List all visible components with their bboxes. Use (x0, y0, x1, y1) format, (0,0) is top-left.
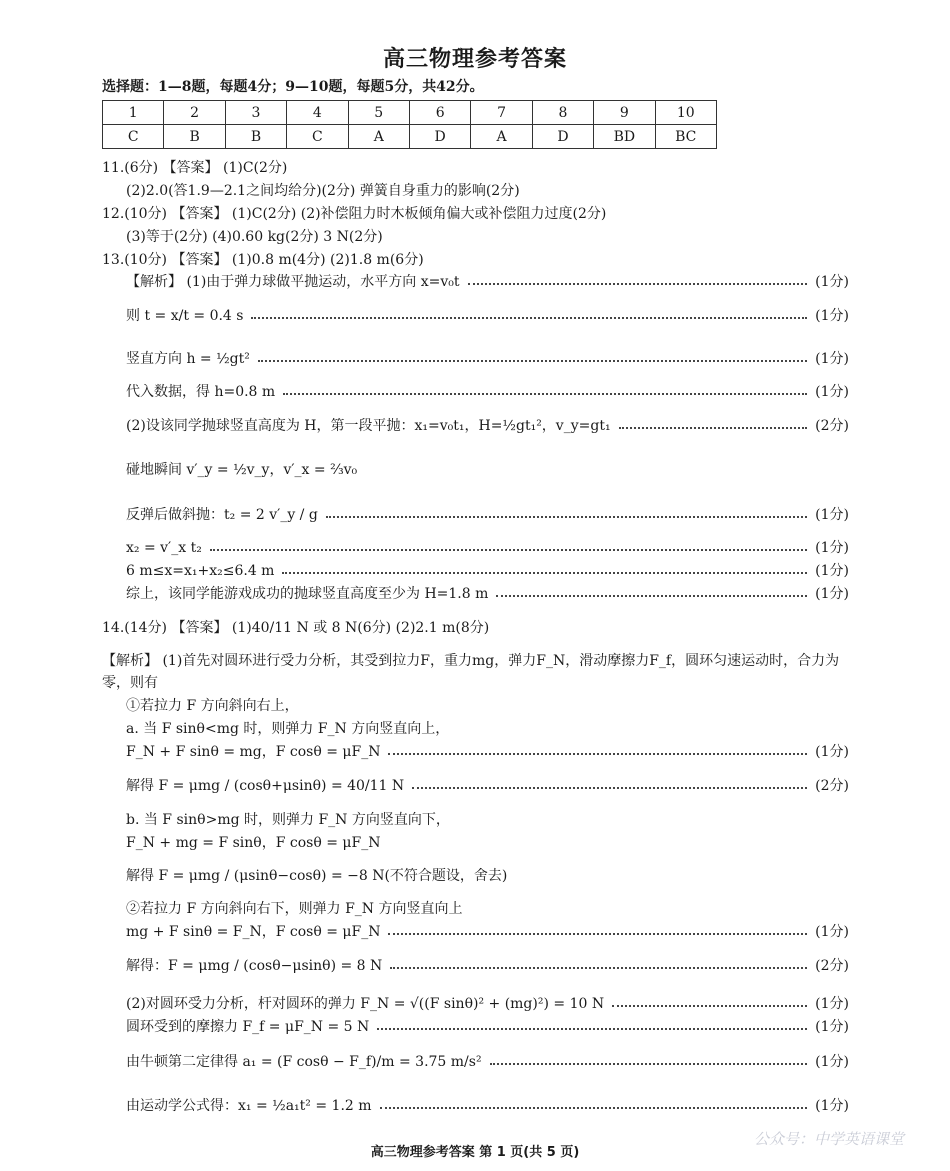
dot-leader (377, 1020, 807, 1030)
table-cell: 1 (103, 101, 164, 125)
solution-text: F_N + F sinθ = mg，F cosθ = μF_N (126, 744, 381, 760)
solution-text: 综上，该同学能游戏成功的抛球竖直高度至少为 H=1.8 m (126, 586, 489, 602)
solution-text: 由运动学公式得：x₁ = ½a₁t² = 1.2 m (126, 1098, 372, 1114)
solution-line (126, 776, 849, 796)
dot-leader (490, 1055, 808, 1065)
solution-line (126, 1096, 849, 1116)
table-cell: BC (655, 125, 716, 149)
dot-leader (468, 275, 808, 285)
score-label: (1分) (815, 308, 849, 324)
dot-leader (612, 997, 807, 1007)
score-label: (2分) (815, 418, 849, 434)
solution-line (126, 505, 849, 525)
table-cell: 7 (471, 101, 532, 125)
q11-answer-line: 11.(6分) 【答案】 (1)C(2分) (102, 160, 288, 176)
table-cell: C (103, 125, 164, 149)
score-label: (2分) (815, 958, 849, 974)
solution-line (126, 272, 849, 292)
table-cell: 3 (225, 101, 286, 125)
solution-text: 代入数据，得 h=0.8 m (126, 384, 276, 400)
solution-line (126, 1052, 849, 1072)
q14-analysis-paragraph: 【解析】 (1)首先对圆环进行受力分析，其受到拉力F，重力mg，弹力F_N，滑动摩擦力F_f，圆环匀速运动时，合力为零，则有 (102, 653, 840, 691)
table-cell: D (409, 125, 470, 149)
q14-answer-line: 14.(14分) 【答案】 (1)40/11 N 或 8 N(6分) (2)2.1 m(8分) (102, 620, 490, 636)
solution-line (126, 416, 849, 436)
dot-leader (388, 745, 807, 755)
solution-line (126, 956, 849, 976)
score-label: (1分) (815, 586, 849, 602)
table-row (103, 125, 717, 149)
solution-line (126, 382, 849, 402)
dot-leader (283, 385, 807, 395)
solution-line (126, 561, 849, 581)
dot-leader (251, 309, 807, 319)
table-cell: C (287, 125, 348, 149)
solution-text: 竖直方向 h = ½gt² (126, 351, 250, 367)
score-label: (1分) (815, 996, 849, 1012)
solution-line (126, 922, 849, 942)
solution-text: ①若拉力 F 方向斜向右上， (126, 698, 299, 714)
solution-text: 6 m≤x=x₁+x₂≤6.4 m (126, 563, 275, 579)
table-cell: B (164, 125, 225, 149)
watermark: 公众号：中学英语课堂 (753, 1130, 904, 1148)
q12-answer-line: (3)等于(2分) (4)0.60 kg(2分) 3 N(2分) (126, 229, 383, 245)
solution-text: 解得：F = μmg / (cosθ−μsinθ) = 8 N (126, 958, 383, 974)
dot-leader (258, 352, 807, 362)
table-cell: 9 (594, 101, 655, 125)
solution-text: x₂ = v′_x t₂ (126, 540, 202, 556)
table-cell: BD (594, 125, 655, 149)
dot-leader (282, 564, 807, 574)
dot-leader (390, 959, 807, 969)
table-cell: A (471, 125, 532, 149)
table-cell: B (225, 125, 286, 149)
score-label: (1分) (815, 1054, 849, 1070)
dot-leader (326, 508, 807, 518)
q12-answer-line: 12.(10分) 【答案】 (1)C(2分) (2)补偿阻力时木板倾角偏大或补偿阻力过度(2分) (102, 206, 607, 222)
score-label: (1分) (815, 540, 849, 556)
solution-line (126, 349, 849, 369)
solution-text: F_N + mg = F sinθ，F cosθ = μF_N (126, 835, 381, 851)
dot-leader (412, 779, 807, 789)
score-label: (1分) (815, 924, 849, 940)
solution-line (126, 584, 849, 604)
score-label: (1分) (815, 384, 849, 400)
dot-leader (380, 1099, 808, 1109)
table-cell: 8 (532, 101, 593, 125)
table-cell: 10 (655, 101, 716, 125)
solution-text: b. 当 F sinθ>mg 时，则弹力 F_N 方向竖直向下， (126, 812, 450, 828)
score-label: (1分) (815, 744, 849, 760)
score-label: (1分) (815, 1098, 849, 1114)
score-label: (1分) (815, 507, 849, 523)
solution-text: 反弹后做斜抛：t₂ = 2 v′_y / g (126, 507, 318, 523)
solution-line (126, 994, 849, 1014)
solution-text: ②若拉力 F 方向斜向右下，则弹力 F_N 方向竖直向上 (126, 901, 463, 917)
score-label: (1分) (815, 274, 849, 290)
solution-text: (2)设该同学抛球竖直高度为 H，第一段平抛：x₁=v₀t₁，H=½gt₁²，v_y=gt₁ (126, 418, 611, 434)
score-label: (2分) (815, 778, 849, 794)
solution-text: a. 当 F sinθ<mg 时，则弹力 F_N 方向竖直向上， (126, 721, 450, 737)
dot-leader (619, 419, 808, 429)
page-footer: 高三物理参考答案 第 1 页(共 5 页) (370, 1145, 580, 1160)
solution-text: 【解析】 (1)由于弹力球做平抛运动，水平方向 x=v₀t (126, 274, 460, 290)
dot-leader (210, 541, 807, 551)
solution-text: 则 t = x/t = 0.4 s (126, 308, 244, 324)
score-label: (1分) (815, 1019, 849, 1035)
table-cell: 5 (348, 101, 409, 125)
solution-line (126, 306, 849, 326)
table-cell: A (348, 125, 409, 149)
solution-text: 解得 F = μmg / (μsinθ−cosθ) = −8 N(不符合题设，舍去) (126, 868, 508, 884)
choice-section-intro: 选择题：1—8题，每题4分；9—10题，每题5分，共42分。 (102, 79, 484, 95)
table-cell: 2 (164, 101, 225, 125)
table-cell: D (532, 125, 593, 149)
solution-text: 碰地瞬间 v′_y = ½v_y，v′_x = ⅔v₀ (126, 462, 358, 478)
solution-line (126, 1017, 849, 1037)
score-label: (1分) (815, 351, 849, 367)
solution-line (126, 742, 849, 762)
score-label: (1分) (815, 563, 849, 579)
table-cell: 6 (409, 101, 470, 125)
answer-table (102, 100, 717, 149)
solution-text: 由牛顿第二定律得 a₁ = (F cosθ − F_f)/m = 3.75 m/s² (126, 1054, 482, 1070)
table-cell: 4 (287, 101, 348, 125)
dot-leader (388, 925, 807, 935)
solution-text: 解得 F = μmg / (cosθ+μsinθ) = 40/11 N (126, 778, 405, 794)
solution-text: mg + F sinθ = F_N，F cosθ = μF_N (126, 924, 381, 940)
dot-leader (496, 587, 807, 597)
table-row (103, 101, 717, 125)
solution-text: 圆环受到的摩擦力 F_f = μF_N = 5 N (126, 1019, 370, 1035)
q13-answer-line: 13.(10分) 【答案】 (1)0.8 m(4分) (2)1.8 m(6分) (102, 252, 424, 268)
page-title: 高三物理参考答案 (382, 47, 567, 72)
q11-answer-line: (2)2.0(答1.9—2.1之间均给分)(2分) 弹簧自身重力的影响(2分) (126, 183, 520, 199)
solution-text: (2)对圆环受力分析，杆对圆环的弹力 F_N = √((F sinθ)² + (mg)²) = 10 N (126, 996, 605, 1012)
solution-line (126, 538, 849, 558)
